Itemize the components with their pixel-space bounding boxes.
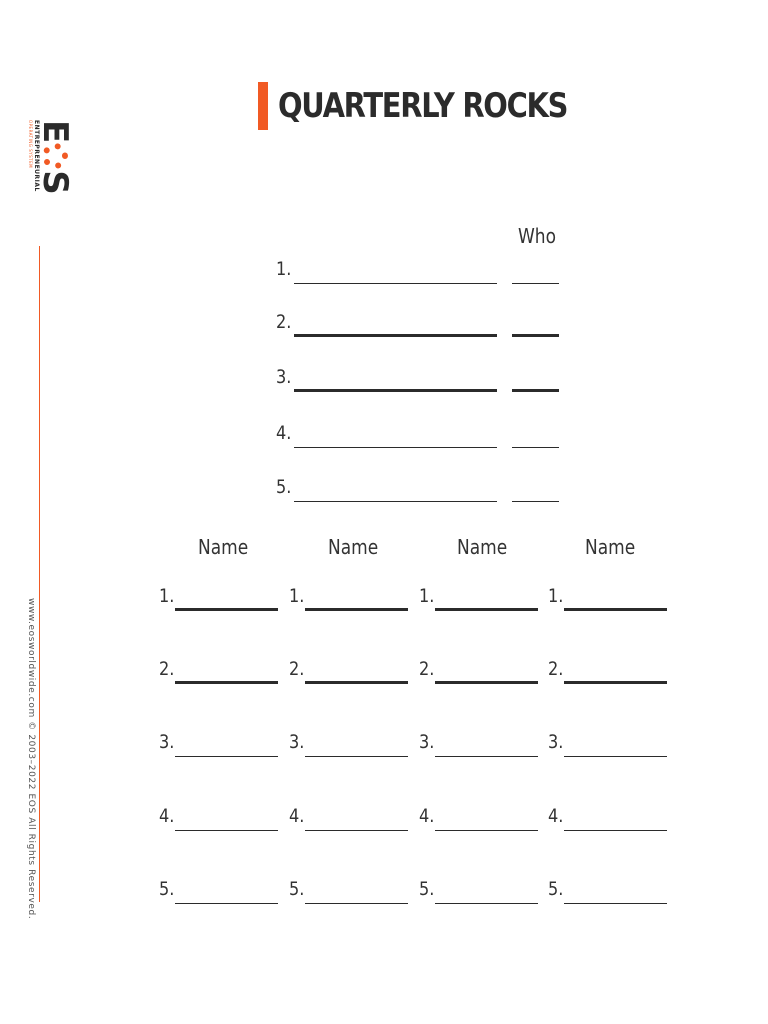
individual-rock-row: [419, 878, 543, 904]
individual-rock-row: [159, 805, 283, 831]
who-label: Who: [518, 224, 556, 248]
rock-number: 1.: [289, 585, 305, 607]
rock-input-line[interactable]: [305, 608, 408, 611]
rock-number: 3.: [276, 366, 292, 388]
individual-rock-row: [289, 658, 413, 684]
rock-number: 1.: [159, 585, 175, 607]
individual-rock-row: [289, 731, 413, 757]
rock-input-line[interactable]: [305, 681, 408, 684]
rock-number: 4.: [548, 805, 564, 827]
individual-rock-row: [159, 585, 283, 611]
rock-number: 4.: [289, 805, 305, 827]
rock-number: 5.: [419, 878, 435, 900]
rock-input-line[interactable]: [175, 756, 278, 757]
individual-rock-row: [159, 658, 283, 684]
rock-number: 5.: [548, 878, 564, 900]
rock-number: 3.: [419, 731, 435, 753]
rock-input-line[interactable]: [175, 681, 278, 684]
sidebar-divider: [39, 246, 40, 902]
rock-input-line[interactable]: [305, 903, 408, 904]
rock-input-line[interactable]: [564, 830, 667, 831]
eos-o-icon: [42, 143, 68, 169]
rock-input-line[interactable]: [294, 334, 497, 337]
rock-number: 2.: [276, 311, 292, 333]
who-input-line[interactable]: [512, 283, 559, 284]
rock-input-line[interactable]: [175, 830, 278, 831]
rock-input-line[interactable]: [564, 681, 667, 684]
rock-input-line[interactable]: [564, 756, 667, 757]
who-input-line[interactable]: [512, 389, 559, 392]
rock-input-line[interactable]: [305, 756, 408, 757]
individual-rock-row: [548, 658, 672, 684]
sidebar: [0, 0, 80, 1024]
eos-logo: [26, 120, 75, 235]
individual-rock-row: [419, 658, 543, 684]
column-name-label: Name: [585, 535, 636, 559]
footer: [24, 598, 38, 920]
individual-rock-row: [289, 878, 413, 904]
rock-input-line[interactable]: [435, 608, 538, 611]
rock-number: 3.: [289, 731, 305, 753]
rock-input-line[interactable]: [175, 608, 278, 611]
rock-number: 5.: [276, 476, 292, 498]
rock-number: 1.: [419, 585, 435, 607]
rock-input-line[interactable]: [435, 756, 538, 757]
rock-input-line[interactable]: [175, 903, 278, 904]
who-input-line[interactable]: [512, 334, 559, 337]
rock-number: 3.: [548, 731, 564, 753]
column-name-label: Name: [457, 535, 508, 559]
eos-logo-word: E S: [35, 120, 75, 194]
individual-rock-row: [289, 585, 413, 611]
column-name-label: Name: [198, 535, 249, 559]
rock-input-line[interactable]: [294, 501, 497, 502]
rock-input-line[interactable]: [294, 283, 497, 284]
rock-input-line[interactable]: [435, 830, 538, 831]
company-rock-row: [276, 476, 576, 502]
rock-number: 5.: [159, 878, 175, 900]
who-input-line[interactable]: [512, 501, 559, 502]
eos-logo-tagline: OPERATING SYSTEM: [28, 120, 33, 169]
footer-text: www.eosworldwide.com © 2003–2022 EOS All Rights Reserved.: [26, 598, 36, 920]
rock-number: 4.: [419, 805, 435, 827]
rock-number: 4.: [159, 805, 175, 827]
rock-number: 5.: [289, 878, 305, 900]
rock-input-line[interactable]: [564, 903, 667, 904]
rock-input-line[interactable]: [294, 389, 497, 392]
who-input-line[interactable]: [512, 447, 559, 448]
individual-rock-row: [548, 805, 672, 831]
individual-rock-row: [419, 585, 543, 611]
individual-rock-row: [548, 878, 672, 904]
rock-number: 1.: [276, 258, 292, 280]
individual-rock-row: [548, 731, 672, 757]
company-rock-row: [276, 422, 576, 448]
rock-input-line[interactable]: [294, 447, 497, 448]
rock-number: 4.: [276, 422, 292, 444]
rock-number: 2.: [419, 658, 435, 680]
individual-rock-row: [289, 805, 413, 831]
company-rock-row: [276, 311, 576, 337]
individual-rock-row: [159, 731, 283, 757]
individual-rock-row: [548, 585, 672, 611]
individual-rock-row: [159, 878, 283, 904]
title-accent-bar: [258, 82, 268, 130]
company-rock-row: [276, 366, 576, 392]
rock-number: 2.: [159, 658, 175, 680]
rock-number: 3.: [159, 731, 175, 753]
rock-input-line[interactable]: [435, 903, 538, 904]
rock-input-line[interactable]: [564, 608, 667, 611]
rock-input-line[interactable]: [305, 830, 408, 831]
rock-number: 2.: [548, 658, 564, 680]
rock-number: 2.: [289, 658, 305, 680]
individual-rock-row: [419, 805, 543, 831]
rock-input-line[interactable]: [435, 681, 538, 684]
column-name-label: Name: [328, 535, 379, 559]
rock-number: 1.: [548, 585, 564, 607]
page-title: QUARTERLY ROCKS: [278, 86, 568, 126]
individual-rock-row: [419, 731, 543, 757]
company-rock-row: [276, 258, 576, 284]
eos-logo-subtitle: ENTREPRENEURIAL: [33, 120, 40, 192]
